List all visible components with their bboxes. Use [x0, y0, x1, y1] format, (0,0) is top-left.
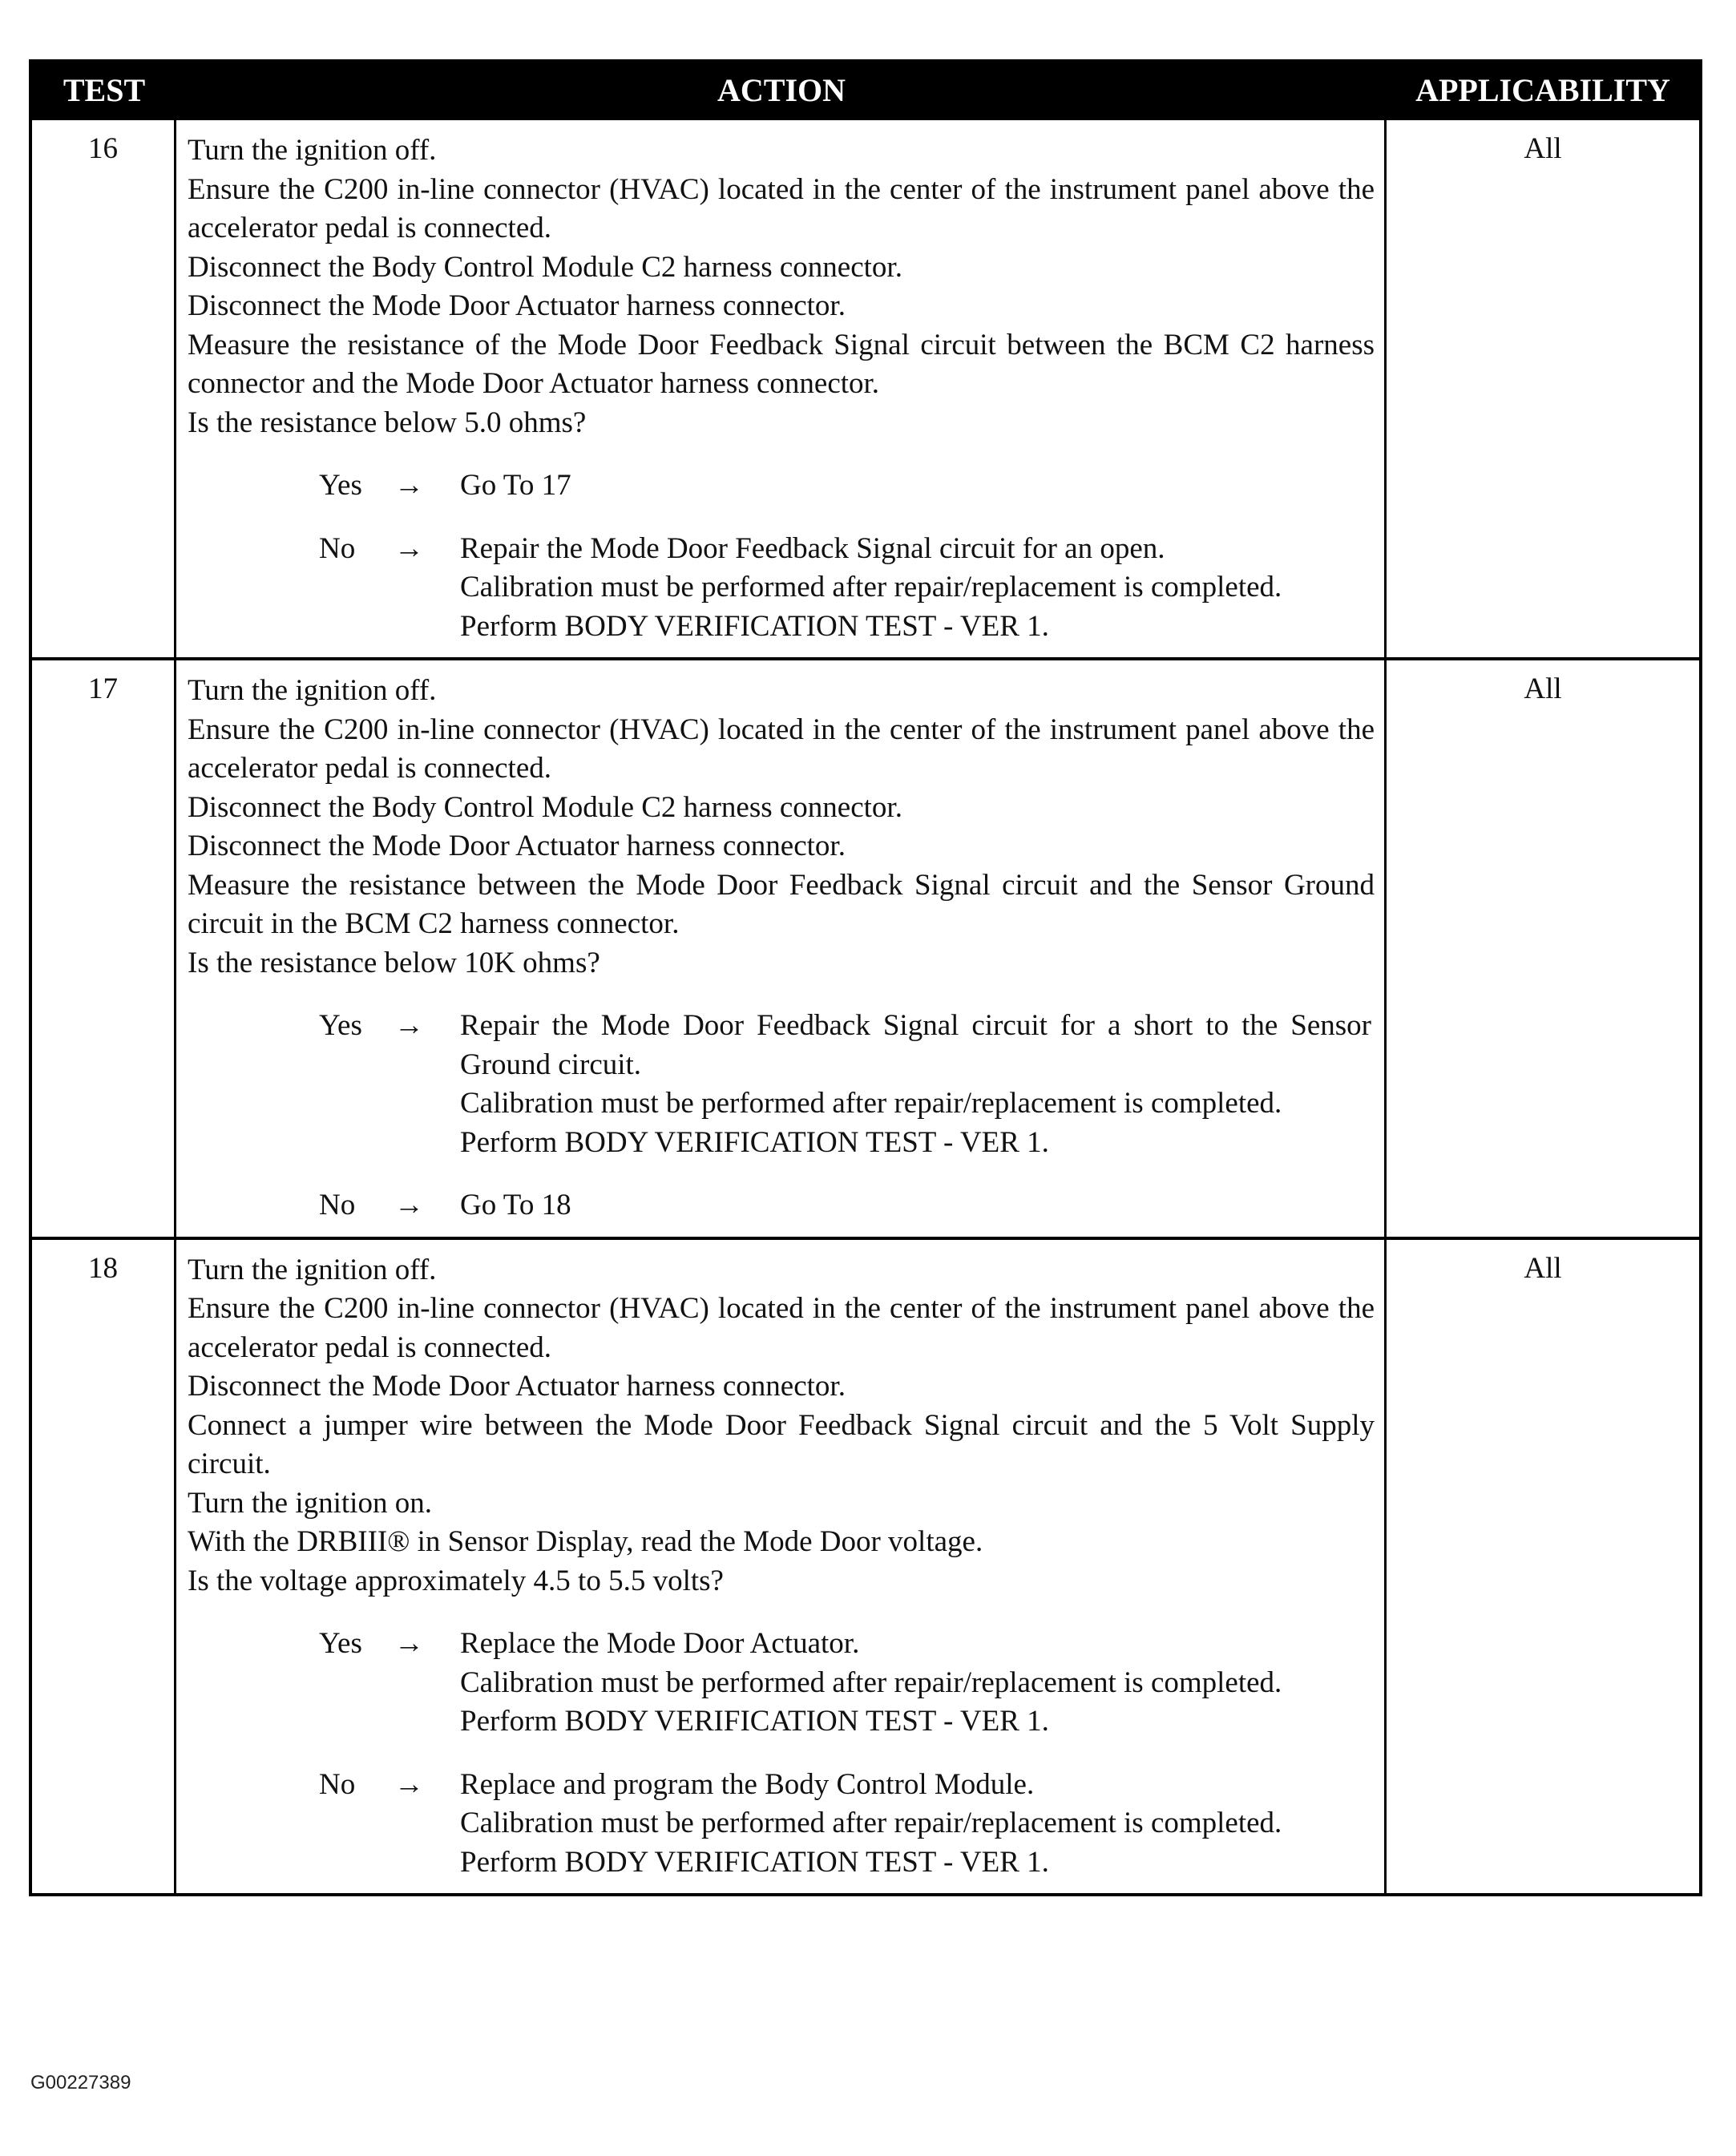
outcome-label: No — [319, 531, 356, 565]
result-line: Replace and program the Body Control Module. — [460, 1767, 1035, 1801]
outcome-list — [188, 1625, 1375, 1882]
table-row — [32, 117, 1699, 657]
result-line: Go To 18 — [460, 1189, 571, 1221]
action-step: Turn the ignition off. — [188, 134, 437, 167]
outcome-label: Yes — [319, 469, 362, 502]
outcome-label: Yes — [319, 1009, 362, 1042]
diagnostic-test-table — [29, 59, 1702, 1896]
result-line: Perform BODY VERIFICATION TEST - VER 1. — [460, 1125, 1049, 1159]
action-step: Turn the ignition off. — [188, 1253, 437, 1286]
action-step: Disconnect the Mode Door Actuator harness connector. — [188, 1370, 846, 1403]
action-step: With the DRBIII® in Sensor Display, read the Mode Door voltage. — [188, 1525, 983, 1558]
action-step: Measure the resistance between the Mode Door Feedback Signal circuit and the Sensor Ground circuit in the BCM C2 harness connector. — [188, 868, 1375, 940]
test-number: 18 — [32, 1240, 176, 1894]
outcome-result — [460, 1766, 1375, 1883]
applicability-value: All — [1524, 132, 1562, 165]
result-line: Repair the Mode Door Feedback Signal circuit for an open. — [460, 531, 1165, 565]
table-header-row — [32, 63, 1699, 117]
action-step: Disconnect the Mode Door Actuator harness connector. — [188, 289, 846, 322]
outcome-result — [460, 530, 1375, 647]
action-step: Disconnect the Mode Door Actuator harness connector. — [188, 830, 846, 862]
test-number: 17 — [32, 660, 176, 1237]
figure-id: G00227389 — [30, 2072, 131, 2093]
action-step: Ensure the C200 in-line connector (HVAC) located in the center of the instrument panel above the accelerator pedal is connected. — [188, 1292, 1375, 1364]
result-line: Go To 17 — [460, 469, 571, 502]
result-line: Calibration must be performed after repair/replacement is completed. — [460, 1087, 1282, 1120]
result-line: Calibration must be performed after repair/replacement is completed. — [460, 1807, 1282, 1839]
outcome-yes — [188, 1007, 1375, 1162]
outcome-result — [460, 1625, 1375, 1742]
action-cell — [176, 660, 1387, 1237]
outcome-label: No — [319, 1767, 356, 1801]
applicability-value: All — [1524, 1251, 1562, 1285]
result-line: Calibration must be performed after repair/replacement is completed. — [460, 1665, 1282, 1699]
outcome-result — [460, 466, 1375, 506]
table-row — [32, 1237, 1699, 1894]
arrow-icon: → — [394, 1627, 424, 1660]
outcome-list — [188, 1007, 1375, 1225]
action-step: Turn the ignition on. — [188, 1486, 432, 1520]
outcome-result — [460, 1186, 1375, 1225]
result-line: Perform BODY VERIFICATION TEST - VER 1. — [460, 1845, 1049, 1879]
outcome-no — [188, 530, 1375, 647]
header-action: ACTION — [717, 71, 846, 108]
outcome-label: No — [319, 1189, 356, 1221]
action-step: Is the resistance below 5.0 ohms? — [188, 406, 587, 439]
test-number: 16 — [32, 120, 176, 657]
action-cell — [176, 1240, 1387, 1894]
result-line: Perform BODY VERIFICATION TEST - VER 1. — [460, 1705, 1049, 1738]
arrow-icon: → — [394, 531, 424, 565]
result-line: Repair the Mode Door Feedback Signal circuit for a short to the Sensor Ground circuit. — [460, 1009, 1371, 1081]
action-step: Is the voltage approximately 4.5 to 5.5 volts? — [188, 1564, 724, 1597]
action-step: Turn the ignition off. — [188, 674, 437, 707]
result-line: Replace the Mode Door Actuator. — [460, 1627, 860, 1660]
result-line: Perform BODY VERIFICATION TEST - VER 1. — [460, 609, 1049, 643]
outcome-list — [188, 466, 1375, 646]
outcome-yes — [188, 1625, 1375, 1742]
action-step: Ensure the C200 in-line connector (HVAC) located in the center of the instrument panel above the accelerator pedal is connected. — [188, 713, 1375, 785]
result-line: Calibration must be performed after repair/replacement is completed. — [460, 571, 1282, 604]
header-applicability: APPLICABILITY — [1415, 71, 1670, 108]
outcome-result — [460, 1007, 1375, 1162]
action-step: Connect a jumper wire between the Mode Door Feedback Signal circuit and the 5 Volt Supply circuit. — [188, 1408, 1375, 1480]
header-test: TEST — [63, 71, 146, 108]
action-cell — [176, 120, 1387, 657]
outcome-no — [188, 1766, 1375, 1883]
action-step: Is the resistance below 10K ohms? — [188, 946, 600, 979]
action-step: Measure the resistance of the Mode Door Feedback Signal circuit between the BCM C2 harness connector and the Mode Door Actuator harness connector. — [188, 328, 1375, 400]
action-step: Disconnect the Body Control Module C2 harness connector. — [188, 790, 902, 824]
action-step: Disconnect the Body Control Module C2 harness connector. — [188, 250, 902, 284]
arrow-icon: → — [394, 1009, 424, 1042]
outcome-label: Yes — [319, 1627, 362, 1660]
table-row — [32, 657, 1699, 1237]
outcome-no — [188, 1186, 1375, 1225]
applicability-value: All — [1524, 672, 1562, 705]
outcome-yes — [188, 466, 1375, 506]
arrow-icon: → — [394, 1189, 424, 1221]
action-step: Ensure the C200 in-line connector (HVAC) located in the center of the instrument panel above the accelerator pedal is connected. — [188, 172, 1375, 244]
arrow-icon: → — [394, 469, 424, 502]
arrow-icon: → — [394, 1767, 424, 1801]
